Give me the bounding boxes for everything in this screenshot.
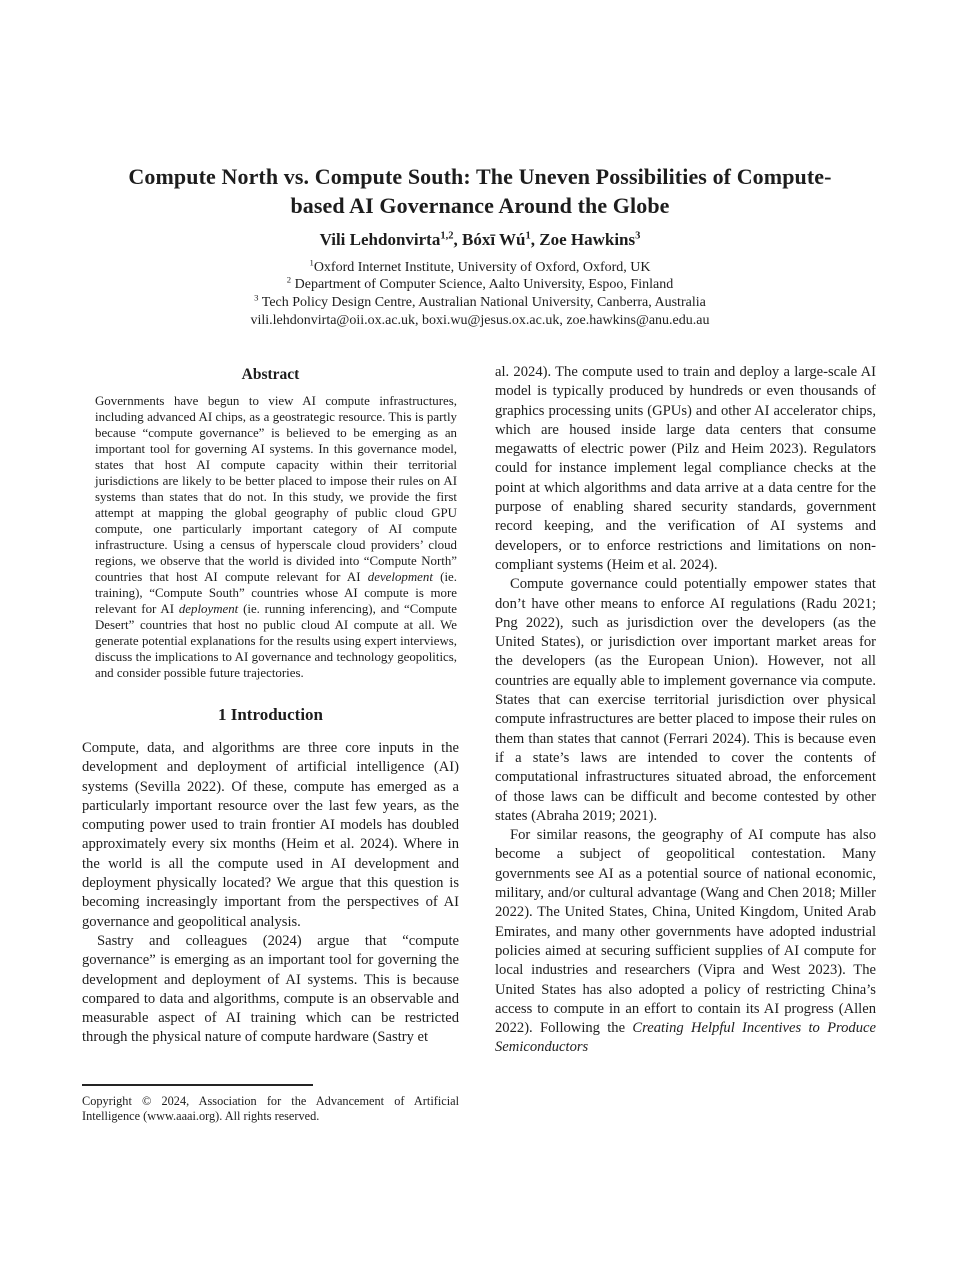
author-line: Vili Lehdonvirta$^{1,2}$, Bóxī $Wú^1$, Zoe Hawkins$^3$: [319, 230, 641, 249]
affiliation-line-3: $^3$ Tech Policy Design Centre, Australian National University, Canberra, Australia: [254, 291, 706, 310]
footnote-block: [82, 1084, 459, 1124]
paragraph: Compute governance could potentially empower states that don’t have other means to enforce AI regulations (Radu 2021; Png 2022), such as jurisdiction over the developers (as the United States), or jurisdiction over important market areas for the developers (as the European Union). However, not all countries are equally able to implement governance via compute. States that can exercise territorial jurisdiction over physical compute infrastructures are better placed to impose their rules on them than states that cannot (Ferrari 2024). This is because even if a state’s laws are intended to cover the contents of computational infrastructures situated abroad, the enforcement of those laws can be difficult and become contested by other states (Abraha 2019; 2021).: [495, 576, 876, 824]
paragraph: Sastry and colleagues (2024) argue that “compute governance” is emerging as an important tool for governing the development and deployment of AI systems. This is because compared to data and algorithms, compute is an observable and measurable aspect of AI training which can be restricted through the physical nature of compute hardware (Sastry et: [82, 932, 459, 1046]
paper-title: [50, 162, 910, 220]
section-heading-introduction: 1 Introduction: [217, 705, 323, 724]
left-column: [82, 366, 459, 1048]
affiliation-line-1: $^1$Oxford Internet Institute, University of Oxford, Oxford, UK: [309, 257, 651, 275]
right-column: [495, 366, 876, 1058]
paragraph: For similar reasons, the geography of AI compute has also become a subject of geopolitical contestation. Many governments see AI as a potential source of national economic, military, and/or cultural advantage (Wang and Chen 2018; Miller 2022). The United States, China, United Kingdom, United Arab Emirates, and many other governments have adopted industrial policies aimed at securing sufficient supplies of AI compute for local industries and researchers (Vipra and West 2023). The United States has also adopted a policy of restricting China’s access to compute in an effort to contain its AI progress (Allen 2022). Following the Creating Helpful Incentives to Produce Semiconductors: [495, 827, 876, 1056]
paragraph: Compute, data, and algorithms are three core inputs in the development and deployment of artificial intelligence (AI) systems (Sevilla 2022). Of these, compute has emerged as a particularly important resource over the last few years, as the computing power used to train frontier AI models has doubled approximately every six months (Heim et al. 2024). Where in the world is all the compute used in AI development and deployment physically located? We argue that this question is becoming increasingly important from the perspectives of AI governance and geopolitical analysis.: [82, 740, 459, 930]
copyright-notice: Copyright © 2024, Association for the Advancement of Artificial Intelligence (www.aaai.org). All rights reserved.: [82, 1094, 459, 1123]
abstract-heading: Abstract: [241, 366, 300, 383]
email-line: vili.lehdonvirta@oii.ox.ac.uk, boxi.wu@jesus.ox.ac.uk, zoe.hawkins@anu.edu.au: [250, 313, 710, 328]
footnote-rule: [82, 1084, 313, 1086]
affiliation-line-2: $^2$ Department of Computer Science, Aalto University, Espoo, Finland: [286, 274, 674, 293]
paper-title-line-1: Compute North vs. Compute South: The Uneven Possibilities of Compute-: [128, 164, 832, 189]
abstract-text: Governments have begun to view AI compute infrastructures, including advanced AI chips, as a geostrategic resource. This is partly because “compute governance” is believed to be emerging as an important tool for governing AI systems. In this governance model, states that host AI compute capacity within their territorial jurisdictions are likely to be better placed to impose their rules on AI systems than states that do not. In this study, we provide the first attempt at mapping the global geography of public cloud GPU compute, one particularly important category of AI compute infrastructure. Using a census of hyperscale cloud providers’ cloud regions, we observe that the world is divided into “Compute North” countries that host AI compute relevant for AI development (ie. training), “Compute South” countries whose AI compute is more relevant for AI deployment (ie. running inferencing), and “Compute Desert” countries that host no public cloud AI compute at all. We generate potential explanations for the results using expert interviews, discuss the implications to AI governance and technology geopolitics, and consider possible future trajectories.: [95, 394, 457, 680]
affiliation-block: [0, 259, 960, 311]
paper-title-line-2: based AI Governance Around the Globe: [290, 193, 670, 218]
paragraph: al. 2024). The compute used to train and deploy a large-scale AI model is typically produced by hundreds or even thousands of graphics processing units (GPUs) and other AI accelerator chips, which are housed inside large data centers that consume megawatts of electric power (Pilz and Heim 2023). Regulators could for instance implement legal compliance checks at the point at which algorithms and data arrive at a data centre for the purpose of enabling shared security standards, government record keeping, and the verification of AI systems and developers, or to enforce restrictions and limitations on non-compliant systems (Heim et al. 2024).: [495, 364, 876, 573]
